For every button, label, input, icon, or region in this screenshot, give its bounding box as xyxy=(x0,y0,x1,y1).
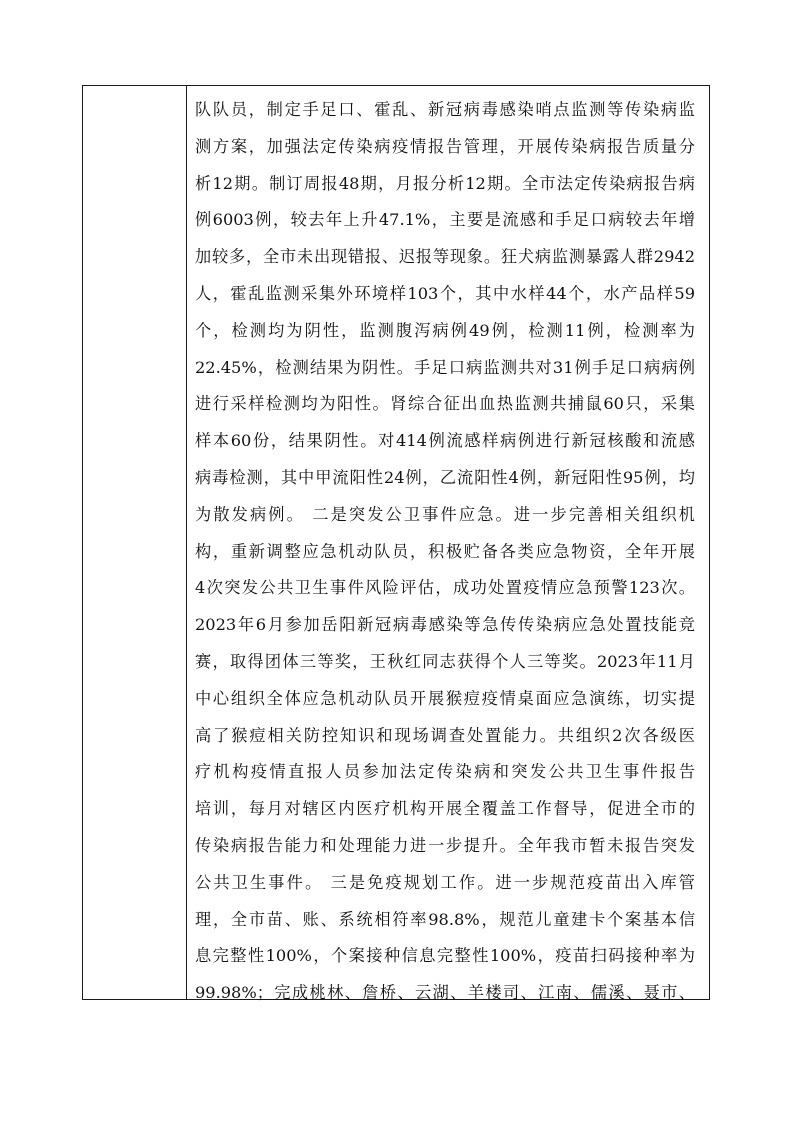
text-line-14: 4次突发公共卫生事件风险评估，成功处置疫情应急预警123次。 xyxy=(195,578,695,598)
text-line-19: 疗机构疫情直报人员参加法定传染病和突发公共卫生事件报告 xyxy=(195,762,695,782)
text-line-17: 中心组织全体应急机动队员开展猴痘疫情桌面应急演练，切实提 xyxy=(195,688,695,708)
table-left-column xyxy=(83,86,187,999)
text-line-4: 例6003例，较去年上升47.1%，主要是流感和手足口病较去年增 xyxy=(195,210,695,230)
document-table xyxy=(82,85,710,1003)
text-line-2: 测方案，加强法定传染病疫情报告管理，开展传染病报告质量分 xyxy=(195,136,695,156)
text-line-24: 息完整性100%，个案接种信息完整性100%，疫苗扫码接种率为 xyxy=(195,946,695,966)
text-line-18: 高了猴痘相关防控知识和现场调查处置能力。共组织2次各级医 xyxy=(195,725,695,745)
text-line-7: 个，检测均为阴性，监测腹泻病例49例，检测11例，检测率为 xyxy=(195,320,695,340)
text-line-16: 赛，取得团体三等奖，王秋红同志获得个人三等奖。2023年11月 xyxy=(195,651,695,671)
text-line-1: 队队员，制定手足口、霍乱、新冠病毒感染哨点监测等传染病监 xyxy=(195,100,695,119)
text-line-11: 病毒检测，其中甲流阳性24例，乙流阳性4例，新冠阳性95例，均 xyxy=(195,467,695,487)
text-line-20: 培训，每月对辖区内医疗机构开展全覆盖工作督导，促进全市的 xyxy=(195,799,695,819)
text-line-13: 构，重新调整应急机动队员，积极贮备各类应急物资，全年开展 xyxy=(195,541,695,561)
text-line-8: 22.45%，检测结果为阴性。手足口病监测共对31例手足口病病例 xyxy=(195,357,695,377)
text-line-25: 99.98%；完成桃林、詹桥、云湖、羊楼司、江南、儒溪、聂市、 xyxy=(195,983,695,1003)
text-line-6: 人，霍乱监测采集外环境样103个，其中水样44个，水产品样59 xyxy=(195,283,695,303)
text-line-21: 传染病报告能力和处理能力进一步提升。全年我市暂未报告突发 xyxy=(195,835,695,855)
text-line-3: 析12期。制订周报48期，月报分析12期。全市法定传染病报告病 xyxy=(195,173,695,193)
text-line-5: 加较多，全市未出现错报、迟报等现象。狂犬病监测暴露人群2942 xyxy=(195,247,695,267)
text-line-22: 公共卫生事件。 三是免疫规划工作。进一步规范疫苗出入库管 xyxy=(195,872,695,892)
text-line-10: 样本60份，结果阴性。对414例流感样病例进行新冠核酸和流感 xyxy=(195,431,695,451)
table-body-text xyxy=(195,92,695,1012)
text-line-15: 2023年6月参加岳阳新冠病毒感染等急传传染病应急处置技能竞 xyxy=(195,615,695,635)
text-line-12: 为散发病例。 二是突发公卫事件应急。进一步完善相关组织机 xyxy=(195,504,695,524)
text-line-23: 理，全市苗、账、系统相符率98.8%，规范儿童建卡个案基本信 xyxy=(195,909,695,929)
text-line-9: 进行采样检测均为阳性。肾综合征出血热监测共捕鼠60只，采集 xyxy=(195,394,695,414)
